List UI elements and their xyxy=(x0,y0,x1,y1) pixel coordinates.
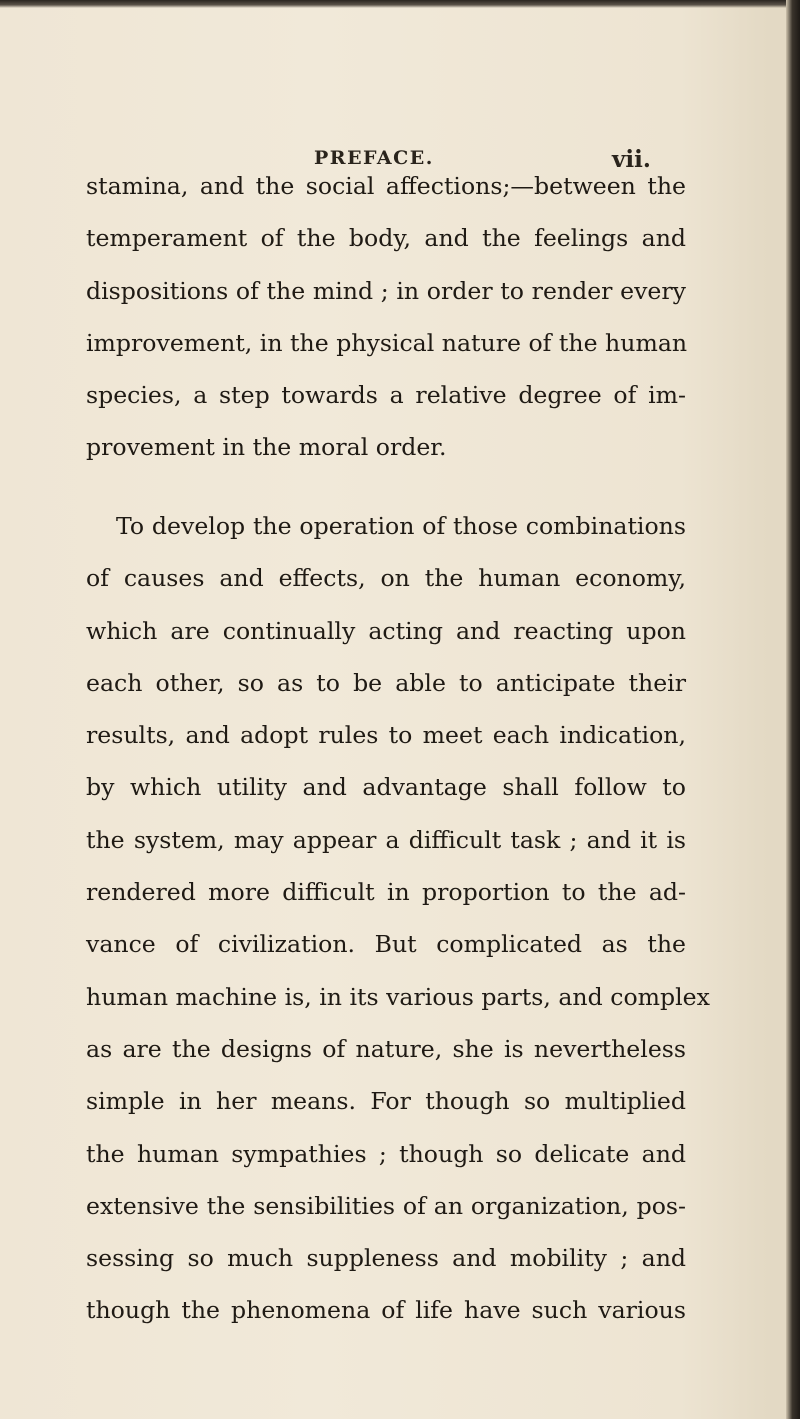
text-line: though the phenomena of life have such various xyxy=(86,1296,686,1325)
paragraph-2 xyxy=(86,500,710,1337)
text-line: each other, so as to be able to anticipate their xyxy=(86,668,686,697)
text-line: temperament of the body, and the feelings and xyxy=(86,224,686,253)
page-top-edge-shadow xyxy=(0,0,800,8)
text-line: dispositions of the mind ; in order to render every xyxy=(86,276,686,305)
text-line: human machine is, in its various parts, and complex xyxy=(86,982,710,1011)
text-line: results, and adopt rules to meet each indication, xyxy=(86,721,686,750)
running-title: PREFACE. xyxy=(314,147,434,169)
text-line: which are continually acting and reacting upon xyxy=(86,616,686,645)
text-line: sessing so much suppleness and mobility ; and xyxy=(86,1244,686,1273)
page-number: vii. xyxy=(612,146,651,173)
paragraph-1 xyxy=(86,160,686,474)
text-line: by which utility and advantage shall follow to xyxy=(86,773,686,802)
text-line: improvement, in the physical nature of the human xyxy=(86,328,688,357)
text-line: of causes and effects, on the human economy, xyxy=(86,564,686,593)
text-line: vance of civilization. But complicated as the xyxy=(86,930,686,959)
text-line: provement in the moral order. xyxy=(86,433,447,462)
text-line: stamina, and the social affections;—between the xyxy=(86,172,686,200)
text-line: extensive the sensibilities of an organization, pos- xyxy=(86,1191,686,1220)
text-line: species, a step towards a relative degree of im- xyxy=(86,381,686,410)
text-line: rendered more difficult in proportion to the ad- xyxy=(86,878,686,907)
page-binding-edge xyxy=(786,0,800,1419)
text-line: the human sympathies ; though so delicate and xyxy=(86,1139,686,1168)
text-line: simple in her means. For though so multiplied xyxy=(86,1087,686,1116)
text-line: To develop the operation of those combinations xyxy=(116,512,686,540)
text-line: the system, may appear a difficult task ; and it is xyxy=(86,825,686,854)
text-line: as are the designs of nature, she is nevertheless xyxy=(86,1034,686,1063)
